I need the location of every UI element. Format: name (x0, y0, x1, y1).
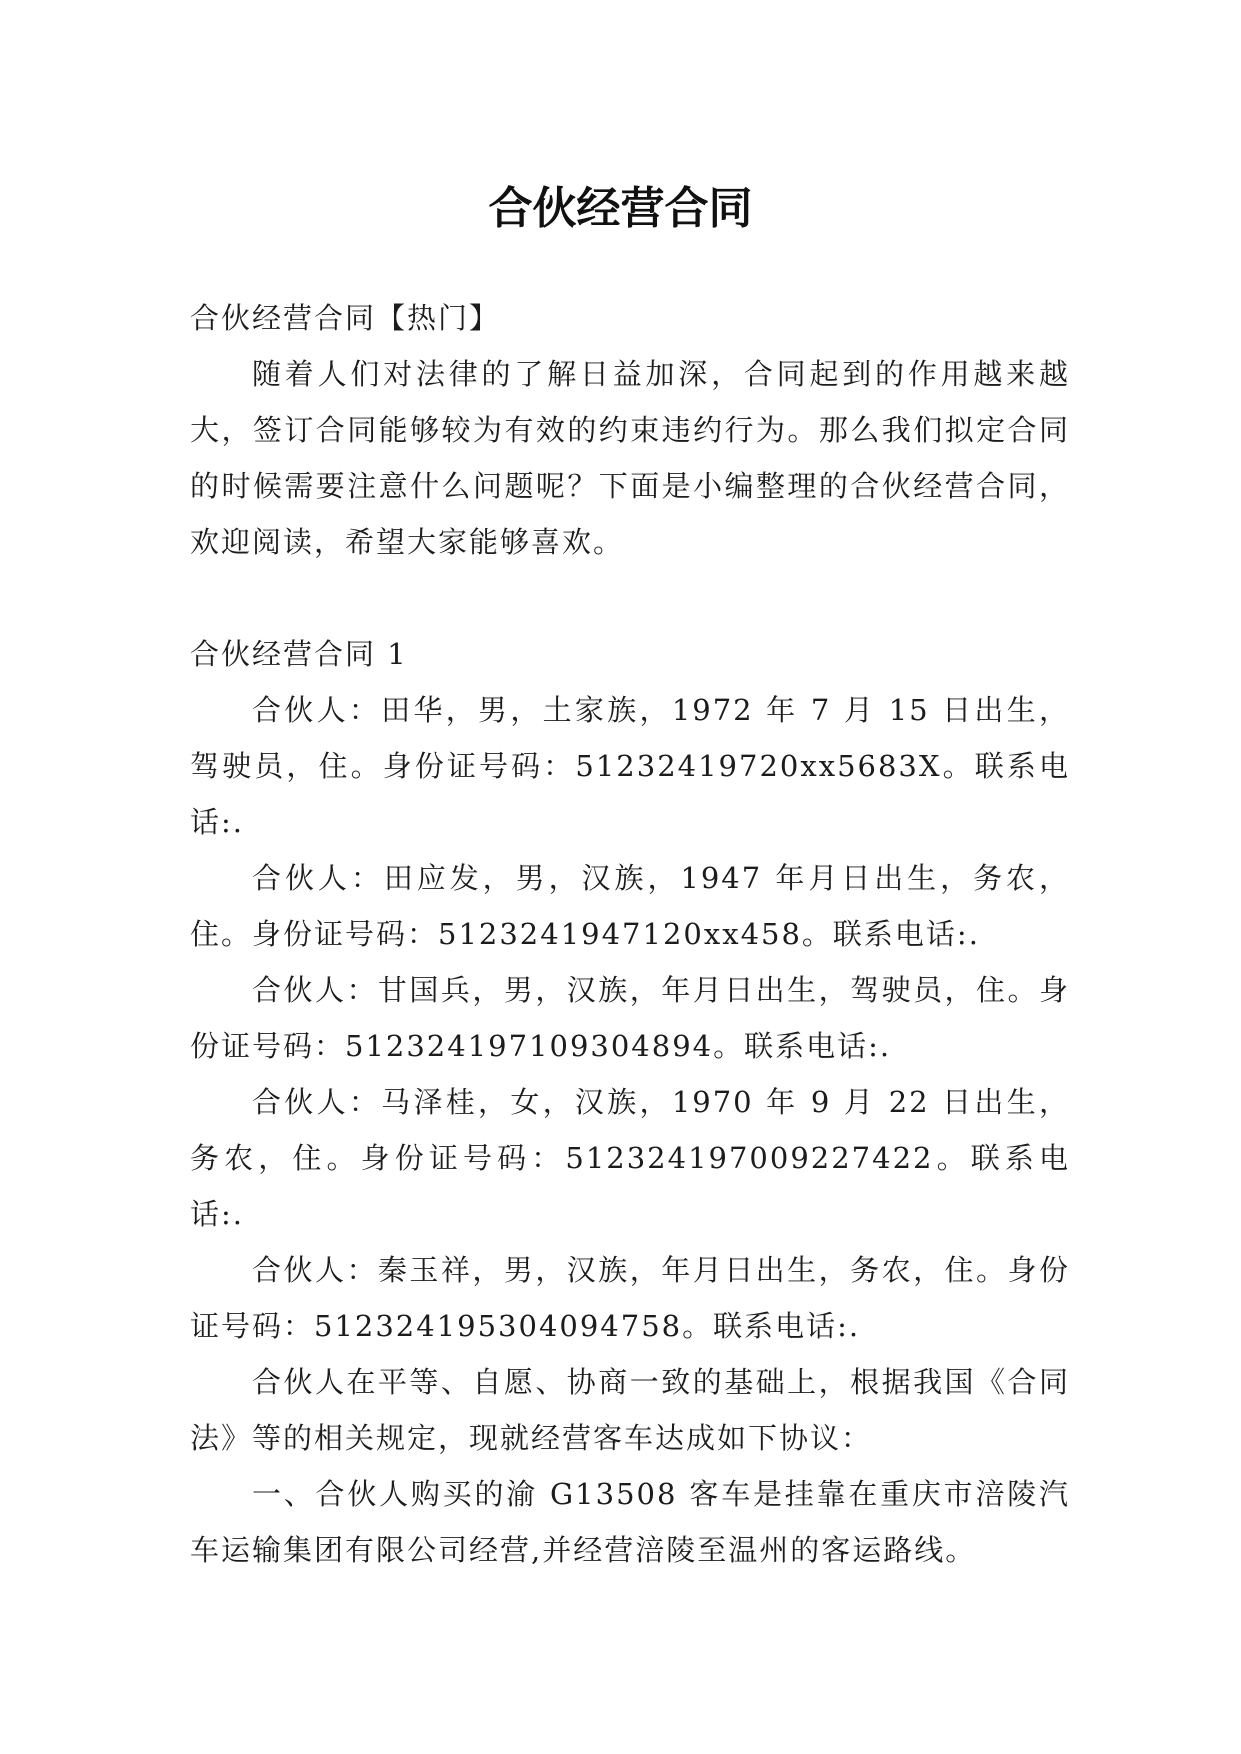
partner-paragraph-4: 合伙人：马泽桂，女，汉族，1970 年 9 月 22 日出生，务农，住。身份证号码：512324197009227422。联系电话:. (190, 1085, 1070, 1231)
partner-paragraph-5: 合伙人：秦玉祥，男，汉族，年月日出生，务农，住。身份证号码：512324195304094758。联系电话:. (190, 1253, 1070, 1343)
partner-paragraph-2: 合伙人：田应发，男，汉族，1947 年月日出生，务农，住。身份证号码：5123241947120xx458。联系电话:. (190, 861, 1070, 951)
intro-paragraph: 随着人们对法律的了解日益加深，合同起到的作用越来越大，签订合同能够较为有效的约束违约行为。那么我们拟定合同的时候需要注意什么问题呢？下面是小编整理的合伙经营合同，欢迎阅读，希望大家能够喜欢。 (190, 357, 1070, 559)
section-heading: 合伙经营合同 1 (190, 637, 408, 671)
partner-paragraph-1: 合伙人：田华，男，土家族，1972 年 7 月 15 日出生，驾驶员，住。身份证号码：51232419720xx5683X。联系电话:. (190, 693, 1070, 839)
document-body (190, 290, 1070, 1578)
document-title: 合伙经营合同 (488, 183, 753, 235)
agreement-preamble: 合伙人在平等、自愿、协商一致的基础上，根据我国《合同法》等的相关规定，现就经营客车达成如下协议： (190, 1365, 1070, 1455)
document-subtitle: 合伙经营合同【热门】 (190, 301, 501, 335)
clause-1: 一、合伙人购买的渝 G13508 客车是挂靠在重庆市涪陵汽车运输集团有限公司经营,并经营涪陵至温州的客运路线。 (190, 1477, 1070, 1567)
partner-paragraph-3: 合伙人：甘国兵，男，汉族，年月日出生，驾驶员，住。身份证号码：512324197109304894。联系电话:. (190, 973, 1070, 1063)
